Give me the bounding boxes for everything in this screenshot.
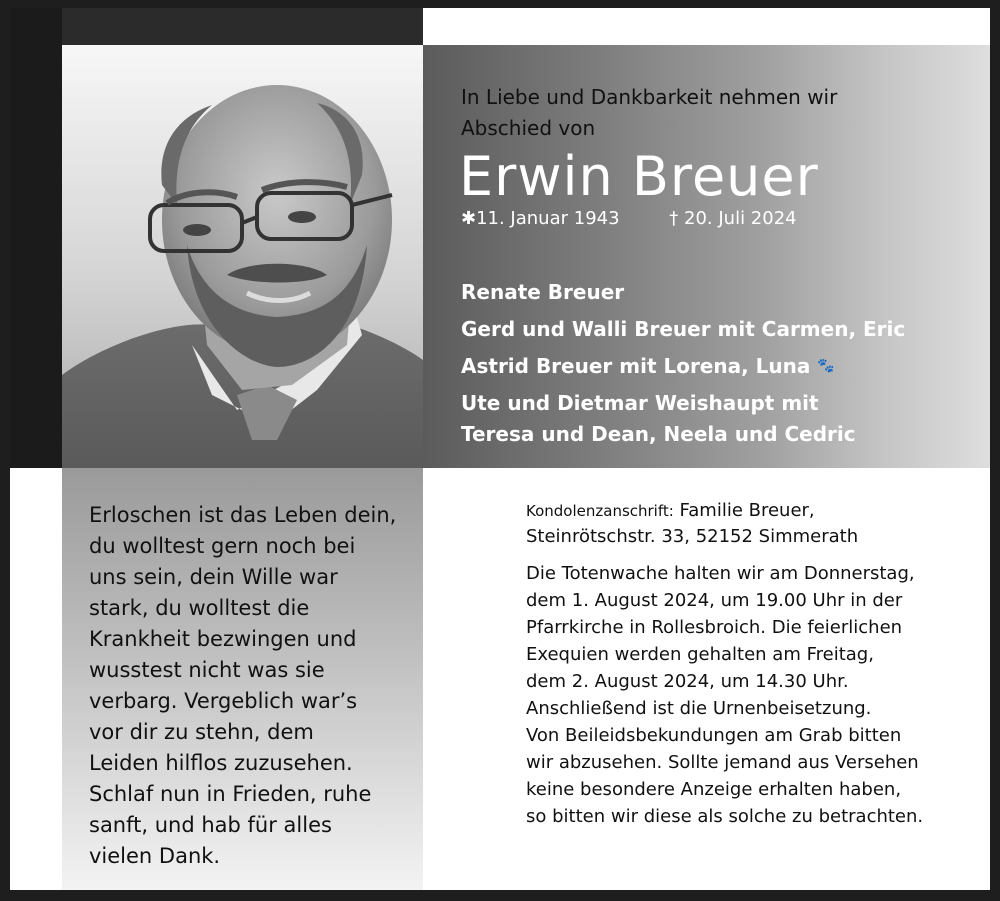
service-line: keine besondere Anzeige erhalten haben,	[526, 779, 902, 800]
address-line	[526, 498, 986, 524]
address-label: Kondolenzanschrift:	[526, 502, 674, 520]
obituary-card	[10, 8, 990, 890]
mourner-text: Teresa und Dean, Neela und Cedric	[461, 422, 856, 446]
service-details	[526, 560, 986, 830]
address-line: Steinrötschstr. 33, 52152 Simmerath	[526, 526, 859, 547]
mourner-line	[461, 388, 981, 450]
service-line: Von Beileidsbekundungen am Grab bitten	[526, 725, 902, 746]
portrait-illustration	[62, 45, 423, 468]
header-panel	[423, 45, 990, 468]
intro-line: Abschied von	[461, 116, 596, 140]
service-line: dem 2. August 2024, um 14.30 Uhr.	[526, 671, 849, 692]
mourner-line	[461, 351, 981, 382]
intro-line: In Liebe und Dankbarkeit nehmen wir	[461, 85, 838, 109]
poem-line: Krankheit bezwingen und	[89, 627, 357, 651]
poem-line: vor dir zu stehn, dem	[89, 720, 314, 744]
poem-line: Schlaf nun in Frieden, ruhe	[89, 782, 372, 806]
service-line: dem 1. August 2024, um 19.00 Uhr in der	[526, 590, 903, 611]
poem-line: Erloschen ist das Leben dein,	[89, 503, 397, 527]
life-dates	[461, 208, 797, 229]
poem-line: vielen Dank.	[89, 844, 221, 868]
portrait-photo	[62, 45, 423, 468]
service-line: Anschließend ist die Urnenbeisetzung.	[526, 698, 872, 719]
mourners-list	[461, 277, 981, 456]
service-line: Exequien werden gehalten am Freitag,	[526, 644, 874, 665]
service-line: Pfarrkirche in Rollesbroich. Die feierlichen	[526, 617, 903, 638]
poem-line: wusstest nicht was sie	[89, 658, 325, 682]
intro-text	[461, 82, 981, 144]
mourner-text: Ute und Dietmar Weishaupt mit	[461, 391, 819, 415]
poem-line: stark, du wolltest die	[89, 596, 310, 620]
white-corner	[423, 8, 990, 45]
address-name: Familie Breuer,	[679, 500, 815, 521]
deceased-name: Erwin Breuer	[459, 145, 819, 208]
mourner-text: Astrid Breuer mit Lorena, Luna	[461, 354, 811, 378]
poem-text	[89, 500, 419, 872]
mourner-line: Renate Breuer	[461, 280, 625, 304]
dark-border-top	[62, 8, 423, 45]
service-line: Die Totenwache halten wir am Donnerstag,	[526, 563, 915, 584]
poem-line: Leiden hilflos zuzusehen.	[89, 751, 353, 775]
mourner-line: Gerd und Walli Breuer mit Carmen, Eric	[461, 317, 906, 341]
poem-line: verbarg. Vergeblich war’s	[89, 689, 358, 713]
poem-line: uns sein, dein Wille war	[89, 565, 338, 589]
poem-line: sanft, und hab für alles	[89, 813, 332, 837]
poem-panel	[62, 468, 423, 890]
dark-border-left	[10, 8, 62, 468]
info-text	[526, 498, 986, 830]
service-line: wir abzusehen. Sollte jemand aus Versehen	[526, 752, 919, 773]
poem-line: du wolltest gern noch bei	[89, 534, 356, 558]
condolence-address	[526, 498, 986, 550]
paw-icon: 🐾	[817, 358, 835, 374]
service-line: so bitten wir diese als solche zu betrachten.	[526, 806, 924, 827]
birth-date: ✱11. Januar 1943	[461, 208, 620, 229]
death-date: † 20. Juli 2024	[669, 208, 797, 229]
